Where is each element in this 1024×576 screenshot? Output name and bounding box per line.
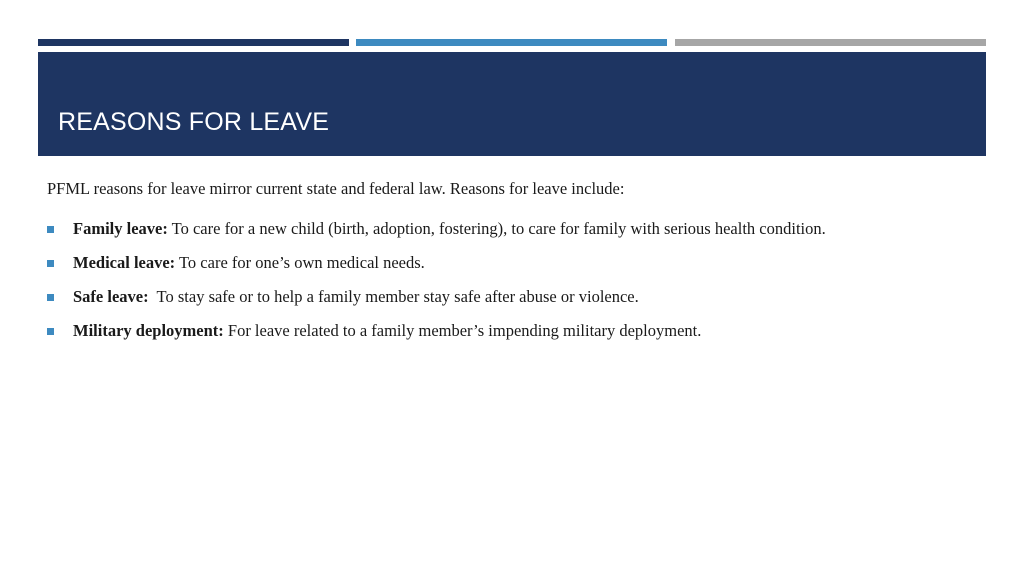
bullet-description: To care for a new child (birth, adoption, fostering), to care for family with serious health condition. (167, 219, 826, 238)
slide-title: REASONS FOR LEAVE (58, 108, 330, 136)
bullet-description: To care for one’s own medical needs. (175, 253, 425, 272)
square-bullet-icon (47, 260, 54, 267)
reasons-list (47, 212, 826, 348)
accent-bar-gray (675, 39, 986, 46)
square-bullet-icon (47, 226, 54, 233)
bullet-term: Family leave: (73, 219, 168, 238)
bullet-term: Medical leave: (73, 253, 176, 272)
list-item-family-leave (47, 212, 826, 246)
bullet-term: Safe leave: (73, 287, 149, 306)
square-bullet-icon (47, 328, 54, 335)
accent-bar-navy (38, 39, 349, 46)
title-band (38, 52, 986, 156)
intro-paragraph: PFML reasons for leave mirror current state and federal law. Reasons for leave include: (47, 179, 625, 198)
list-item-military-deployment (47, 314, 826, 348)
bullet-description: To stay safe or to help a family member stay safe after abuse or violence. (148, 287, 639, 306)
bullet-description: For leave related to a family member’s impending military deployment. (223, 321, 702, 340)
bullet-term: Military deployment: (73, 321, 224, 340)
accent-bar-blue (356, 39, 667, 46)
square-bullet-icon (47, 294, 54, 301)
list-item-safe-leave (47, 280, 826, 314)
list-item-medical-leave (47, 246, 826, 280)
